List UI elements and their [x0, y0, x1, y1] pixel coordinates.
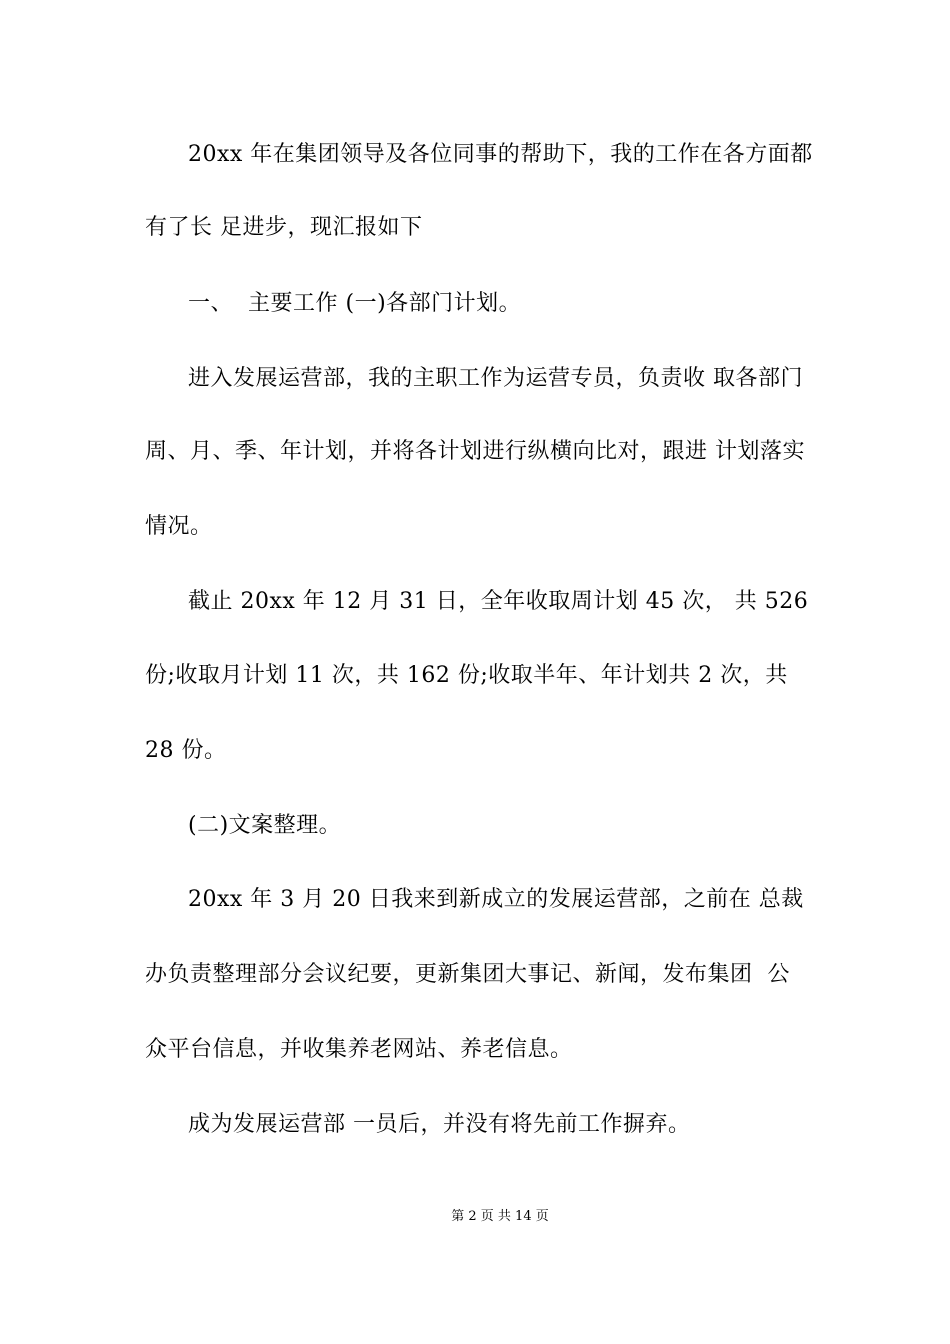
page-footer: 第 2 页 共 14 页 [451, 1209, 549, 1224]
section-heading: 一、 主要工作 (一)各部门计划。 [188, 291, 522, 316]
paragraph-line: 20xx 年在集团领导及各位同事的帮助下，我的工作在各方面都 [188, 142, 813, 167]
paragraph-line: 份;收取月计划 11 次，共 162 份;收取半年、年计划共 2 次，共 [145, 663, 788, 688]
paragraph-line: 周、月、季、年计划，并将各计划进行纵横向比对，跟进 计划落实 [145, 439, 805, 464]
paragraph-line: 众平台信息，并收集养老网站、养老信息。 [145, 1037, 573, 1062]
paragraph-line: 办负责整理部分会议纪要，更新集团大事记、新闻，发布集团 公 [145, 962, 790, 987]
paragraph-line: 有了长 足进步，现汇报如下 [145, 215, 423, 240]
paragraph-line: 20xx 年 3 月 20 日我来到新成立的发展运营部，之前在 总裁 [188, 887, 804, 912]
paragraph-line: 28 份。 [145, 738, 227, 763]
paragraph-line: 进入发展运营部，我的主职工作为运营专员，负责收 取各部门 [188, 366, 803, 391]
section-heading: (二)文案整理。 [188, 813, 342, 838]
paragraph-line: 截止 20xx 年 12 月 31 日，全年收取周计划 45 次， 共 526 [188, 589, 809, 614]
paragraph-line: 情况。 [145, 514, 213, 539]
paragraph-line: 成为发展运营部 一员后，并没有将先前工作摒弃。 [188, 1112, 691, 1137]
